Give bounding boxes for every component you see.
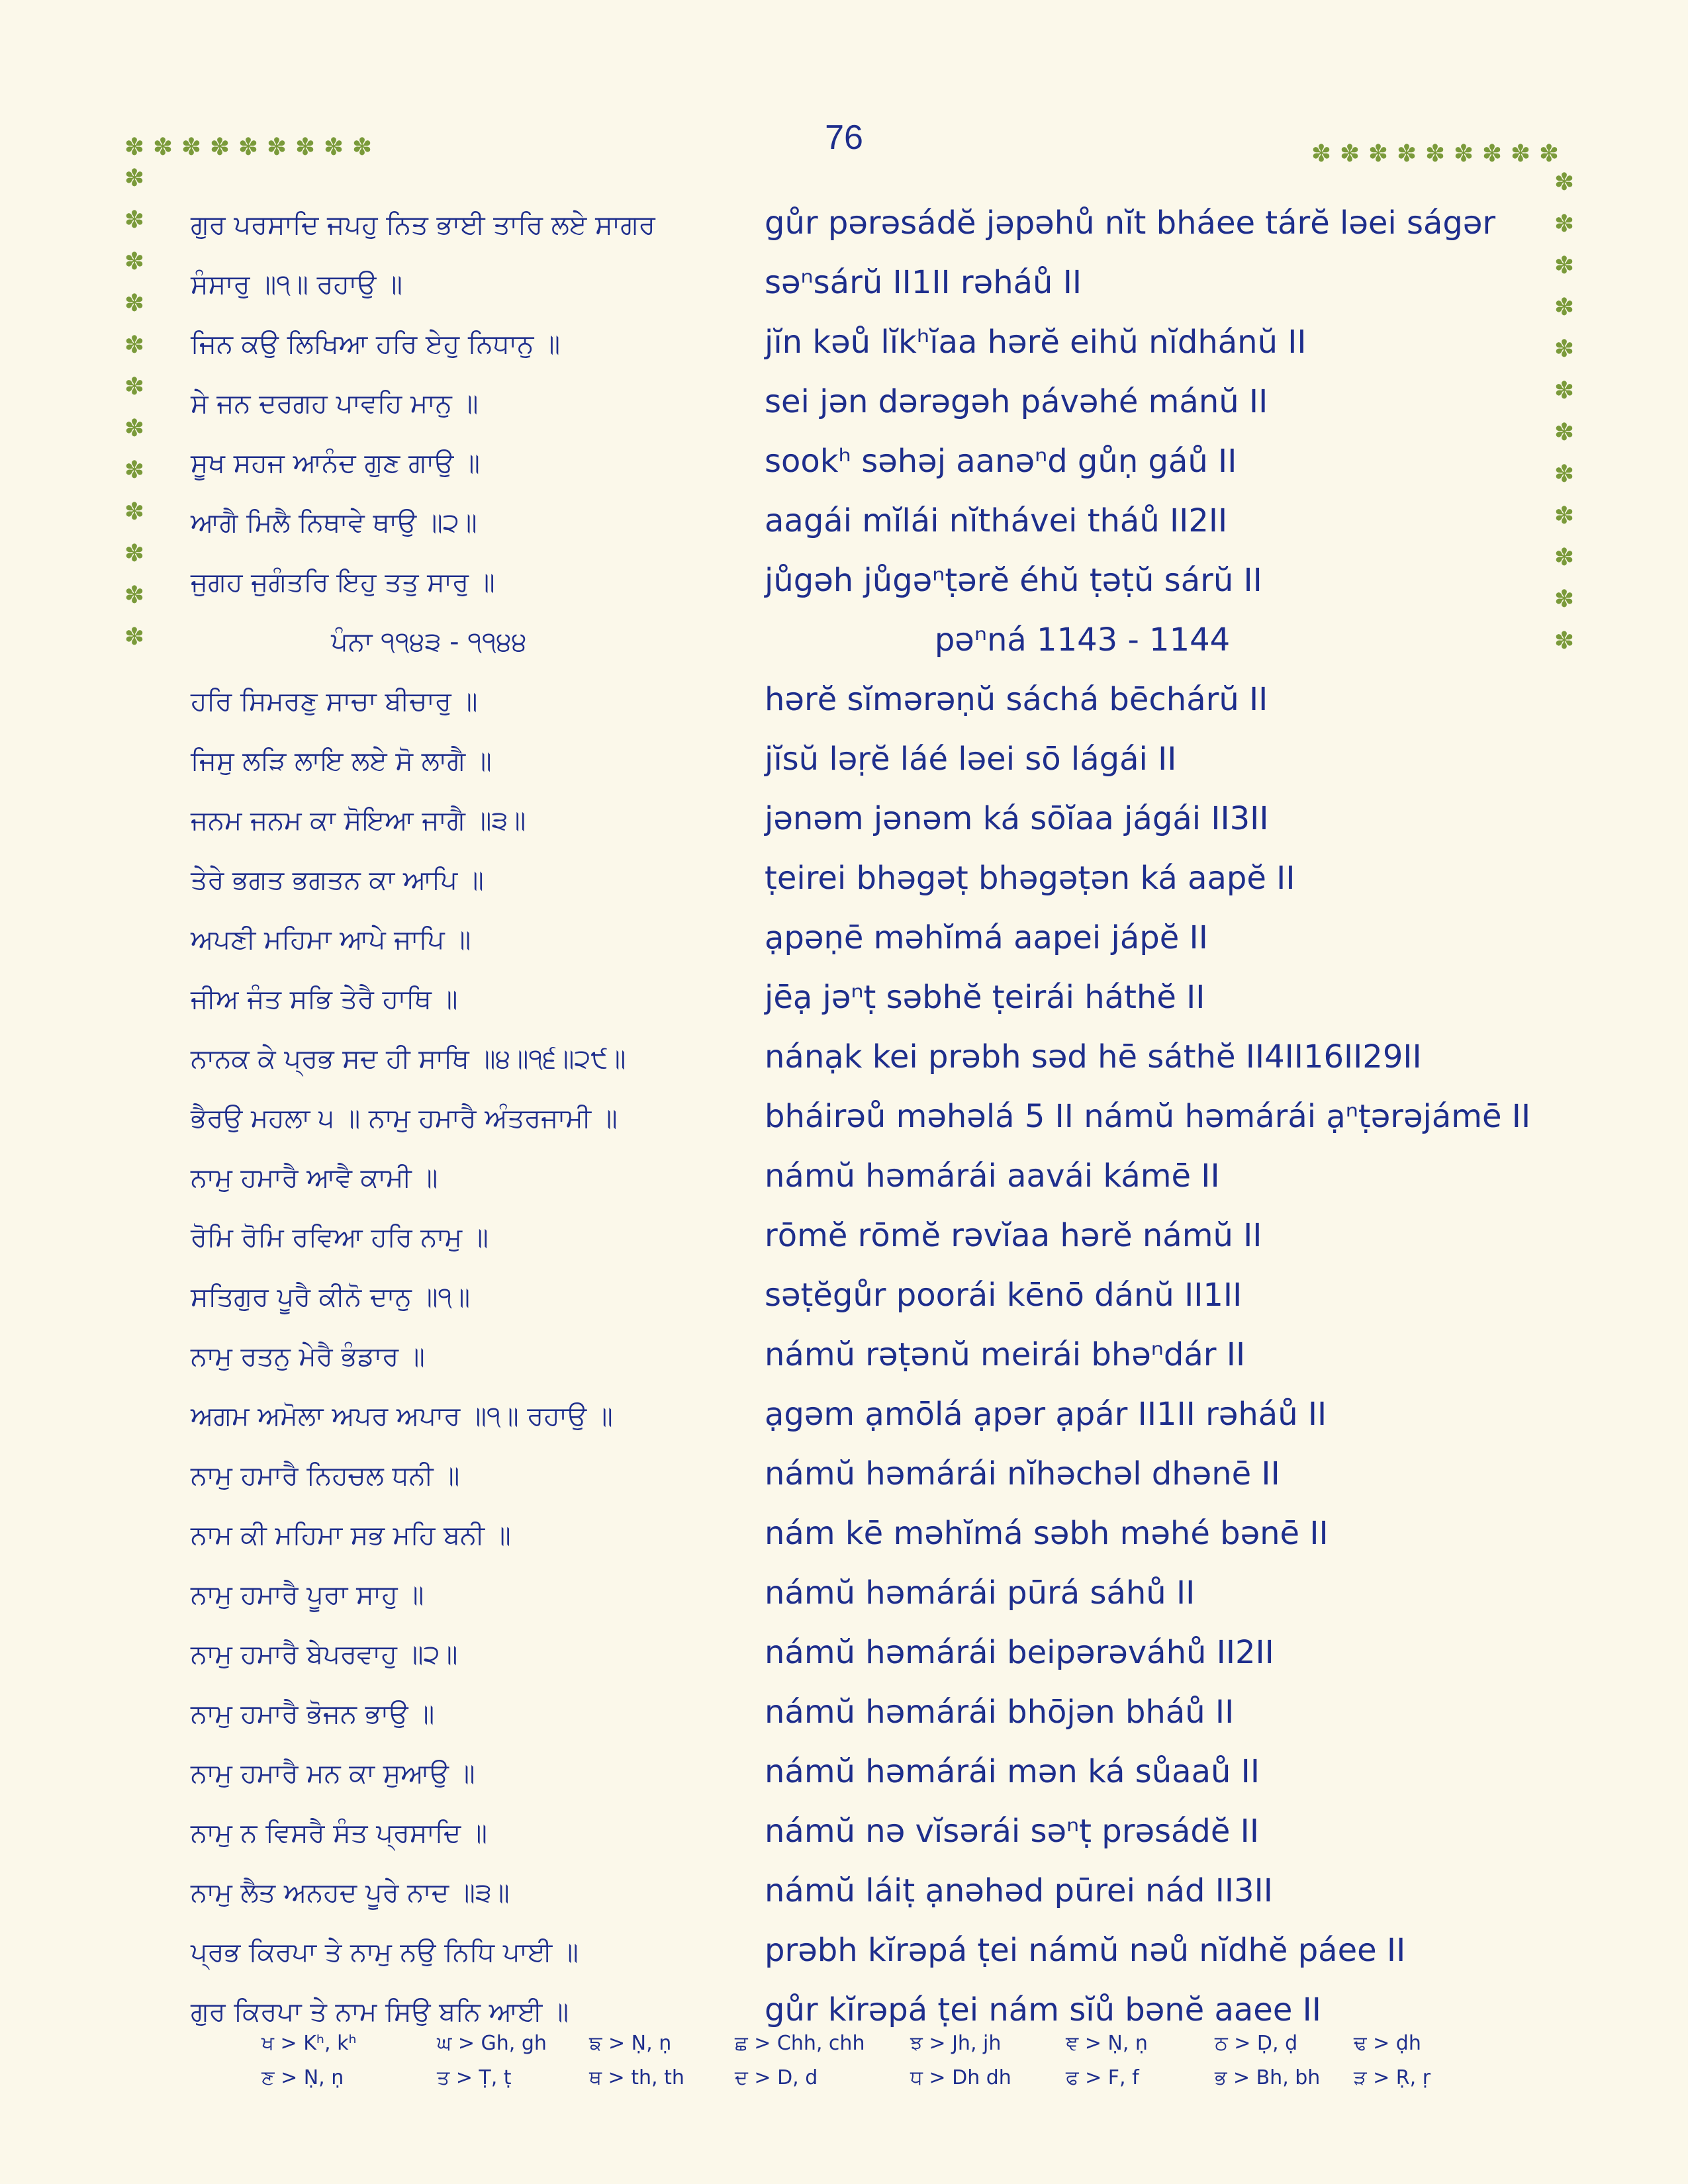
transliteration-line: aagái mĭlái nĭthávei tháů II2II [765,502,1228,539]
flower-ornament-icon: ✽ [1554,502,1575,529]
transliteration-line: námŭ láiṭ ạnəhəd pūrei nád II3II [765,1872,1273,1909]
legend-entry: ਛ > Chh, chh [735,2032,865,2055]
verse-row [0,619,1688,678]
verse-row [0,1274,1688,1334]
flower-ornament-icon: ✽ [124,582,145,609]
flower-ornament-icon: ✽ [1425,140,1446,167]
transliteration-line: námŭ həmárái bhōjən bháů II [765,1694,1235,1731]
flower-ornament-icon: ✽ [1368,140,1389,167]
verse-row [0,678,1688,738]
gurmukhi-line: ਨਾਮੁ ਰਤਨੁ ਮੇਰੈ ਭੰਡਾਰ ॥ [191,1342,425,1372]
gurmukhi-line: ਪ੍ਰਭ ਕਿਰਪਾ ਤੇ ਨਾਮੁ ਨਉ ਨਿਧਿ ਪਾਈ ॥ [191,1937,579,1968]
gurmukhi-line: ਨਾਮੁ ਹਮਾਰੈ ਬੇਪਰਵਾਹੁ ॥੨॥ [191,1639,458,1670]
flower-ornament-icon: ✽ [323,134,344,161]
flower-ornament-icon: ✽ [266,134,287,161]
flower-ornament-icon: ✽ [181,134,202,161]
transliteration-line: prəbh kĭrəpá ṭei námŭ nəů nĭdhĕ páee II [765,1932,1406,1969]
gurmukhi-line: ਨਾਮੁ ਲੈਤ ਅਨਹਦ ਪੂਰੇ ਨਾਦ ॥੩॥ [191,1878,510,1908]
flower-ornament-icon: ✽ [1554,252,1575,279]
verse-row [0,321,1688,381]
flower-ornament-icon: ✽ [1554,544,1575,571]
gurmukhi-line: ਤੇਰੇ ਭਗਤ ਭਗਤਨ ਕਾ ਆਪਿ ॥ [191,865,484,895]
gurmukhi-line: ਸੰਸਾਰੁ ॥੧॥ ਰਹਾਉ ॥ [191,269,402,300]
legend-entry: ਖ > Kʰ, kʰ [261,2032,357,2055]
legend-entry: ਣ > Ṇ, ṇ [261,2066,344,2089]
verse-row [0,1334,1688,1393]
verse-row [0,1631,1688,1691]
transliteration-line: jēạ jəⁿṭ səbhĕ ṭeirái háthĕ II [765,979,1205,1016]
transliteration-line: námŭ həmárái pūrá sáhů II [765,1574,1196,1612]
gurmukhi-line: ਜੀਅ ਜੰਤ ਸਭਿ ਤੇਰੈ ਹਾਥਿ ॥ [191,984,458,1015]
flower-ornament-icon: ✽ [152,134,173,161]
gurmukhi-line: ਨਾਮੁ ਹਮਾਰੈ ਮਨ ਕਾ ਸੁਆਉ ॥ [191,1758,475,1789]
flower-ornament-icon: ✽ [1554,419,1575,446]
verse-row [0,976,1688,1036]
verse-row [0,1214,1688,1274]
legend-entry: ਙ > Ṇ, ṇ [589,2032,672,2055]
gurmukhi-line: ਨਾਮੁ ਹਮਾਰੈ ਪੂਰਾ ਸਾਹੁ ॥ [191,1580,424,1610]
flower-ornament-icon: ✽ [124,290,145,317]
flower-ornament-icon: ✽ [1554,169,1575,196]
legend-entry: ਢ > ḍh [1354,2032,1421,2055]
verse-row [0,377,1688,440]
verse-row [0,1095,1688,1155]
verse-row [0,917,1688,976]
transliteration-line: námŭ həmárái mən ká sůaaů II [765,1753,1260,1790]
flower-ornament-icon: ✽ [124,415,145,442]
transliteration-line: námŭ rəṭənŭ meirái bhəⁿdár II [765,1336,1246,1373]
transliteration-line: námŭ həmárái beipərəváhů II2II [765,1634,1274,1671]
transliteration-line: nánạk kei prəbh səd hē sáthĕ II4II16II29II [765,1038,1422,1075]
flower-ornament-icon: ✽ [209,134,230,161]
gurmukhi-line: ਆਗੈ ਮਿਲੈ ਨਿਥਾਵੇ ਥਾਉ ॥੨॥ [191,508,477,538]
verse-row [0,1453,1688,1512]
gurmukhi-line: ਜਨਮ ਜਨਮ ਕਾ ਸੋਇਆ ਜਾਗੈ ॥੩॥ [191,805,526,836]
verse-row [0,1810,1688,1870]
transliteration-line: námŭ nə vĭsərái səⁿṭ prəsádĕ II [765,1813,1259,1850]
verse-row [0,1691,1688,1751]
verse-row [0,1929,1688,1989]
flower-ornament-icon: ✽ [124,623,145,651]
page-number: 76 [825,118,863,157]
gurmukhi-line: ਸਤਿਗੁਰ ਪੂਰੈ ਕੀਨੋ ਦਾਨੁ ॥੧॥ [191,1282,471,1312]
verse-row [0,1155,1688,1214]
legend-entry: ੜ > Ṛ, ṛ [1354,2066,1431,2089]
transliteration-line: hərĕ sĭmərəṇŭ sáchá bēchárŭ II [765,681,1268,718]
flower-ornament-icon: ✽ [1453,140,1474,167]
gurmukhi-line: ਗੁਰ ਕਿਰਪਾ ਤੇ ਨਾਮ ਸਿਉ ਬਨਿ ਆਈ ॥ [191,1997,569,2027]
gurmukhi-line: ਨਾਮ ਕੀ ਮਹਿਮਾ ਸਭ ਮਹਿ ਬਨੀ ॥ [191,1520,511,1551]
flower-ornament-icon: ✽ [1538,140,1560,167]
gurmukhi-line: ਅਪਣੀ ਮਹਿਮਾ ਆਪੇ ਜਾਪਿ ॥ [191,925,471,955]
legend-entry: ਤ > Ṭ, ṭ [437,2066,512,2089]
gurmukhi-line: ਜਿਸੁ ਲੜਿ ਲਾਇ ਲਏ ਸੋ ਲਾਗੈ ॥ [191,746,492,776]
verse-row [0,559,1688,619]
transliteration-line: sookʰ səhəj aanəⁿd gůṇ gáů II [765,443,1237,480]
flower-ornament-icon: ✽ [1554,336,1575,363]
gurmukhi-line: ਗੁਰ ਪਰਸਾਦਿ ਜਪਹੁ ਨਿਤ ਭਾਈ ਤਾਰਿ ਲਏ ਸਾਗਰ [191,210,655,240]
page-range-gurmukhi: ਪੰਨਾ ੧੧੪੩ - ੧੧੪੪ [331,627,527,657]
verse-row [0,1751,1688,1810]
verse-row [0,738,1688,797]
flower-ornament-icon: ✽ [124,457,145,484]
flower-ornament-icon: ✽ [1311,140,1332,167]
legend-entry: ਧ > Dh dh [910,2066,1011,2089]
flower-ornament-icon: ✽ [124,165,145,192]
transliteration-line: sei jən dərəgəh pávəhé mánŭ II [765,383,1268,420]
transliteration-line: jůgəh jůgəⁿṭərĕ éhŭ ṭəṭŭ sárŭ II [765,562,1262,599]
legend-entry: ਞ > Ṇ, ṇ [1066,2032,1148,2055]
legend-entry: ਠ > Ḍ, ḍ [1215,2032,1298,2055]
transliteration-line: ṭeirei bhəgəṭ bhəgəṭən ká aapĕ II [765,860,1295,897]
gurmukhi-line: ਨਾਮੁ ਹਮਾਰੈ ਆਵੈ ਕਾਮੀ ॥ [191,1163,438,1193]
verse-row [0,797,1688,857]
flower-ornament-icon: ✽ [124,248,145,275]
transliteration-line: námŭ həmárái nĭhəchəl dhənē II [765,1455,1280,1492]
verse-row [0,1572,1688,1631]
flower-ornament-icon: ✽ [1339,140,1360,167]
legend-entry: ਥ > th, th [589,2066,684,2089]
gurmukhi-line: ਨਾਮੁ ਹਮਾਰੈ ਭੋਜਨ ਭਾਉ ॥ [191,1699,435,1729]
gurmukhi-line: ਨਾਮੁ ਹਮਾਰੈ ਨਿਹਚਲ ਧਨੀ ॥ [191,1461,460,1491]
gurmukhi-line: ਨਾਨਕ ਕੇ ਪ੍ਰਭ ਸਦ ਹੀ ਸਾਥਿ ॥੪॥੧੬॥੨੯॥ [191,1044,626,1074]
transliteration-line: gůr pərəsádĕ jəpəhů nĭt bháee tárĕ ləei ságər [765,205,1496,242]
transliteration-line: ạpəṇē məhĭmá aapei jápĕ II [765,919,1208,956]
flower-ornament-icon: ✽ [352,134,373,161]
verse-row [0,1870,1688,1929]
transliteration-line: bháirəů məhəlá 5 II námŭ həmárái ạⁿṭərəjámē II [765,1098,1531,1135]
flower-ornament-icon: ✽ [1396,140,1417,167]
verse-row [0,1512,1688,1572]
flower-ornament-icon: ✽ [1554,627,1575,655]
legend-entry: ਭ > Bh, bh [1215,2066,1321,2089]
verse-row [0,202,1688,261]
gurmukhi-line: ਰੋਮਿ ਰੋਮਿ ਰਵਿਆ ਹਰਿ ਨਾਮੁ ॥ [191,1222,489,1253]
flower-ornament-icon: ✽ [1554,377,1575,404]
legend-entry: ਦ > D, d [735,2066,818,2089]
gurmukhi-line: ਹਰਿ ਸਿਮਰਣੁ ਸਾਚਾ ਬੀਚਾਰੁ ॥ [191,686,478,717]
flower-ornament-icon: ✽ [124,332,145,359]
gurmukhi-line: ਜੁਗਹ ਜੁਗੰਤਰਿ ਇਹੁ ਤਤੁ ਸਾਰੁ ॥ [191,567,495,598]
transliteration-line: ạgəm ạmōlá ạpər ạpár II1II rəháů II [765,1396,1327,1433]
verse-row [0,1036,1688,1095]
flower-ornament-icon: ✽ [124,373,145,400]
verse-row [0,500,1688,559]
legend-entry: ਫ > F, f [1066,2066,1139,2089]
transliteration-line: səⁿsárŭ II1II rəháů II [765,264,1082,301]
legend-entry: ਝ > Jh, jh [910,2032,1002,2055]
flower-ornament-icon: ✽ [124,540,145,567]
transliteration-line: rōmĕ rōmĕ rəvĭaa hərĕ námŭ II [765,1217,1262,1254]
flower-ornament-icon: ✽ [1554,461,1575,488]
flower-ornament-icon: ✽ [1554,294,1575,321]
transliteration-line: nám kē məhĭmá səbh məhé bənē II [765,1515,1329,1552]
verse-row [0,857,1688,917]
transliteration-line: jĭn kəů lĭkʰĭaa hərĕ eihŭ nĭdhánŭ II [765,324,1307,361]
transliteration-line: səṭĕgůr poorái kēnō dánŭ II1II [765,1277,1243,1314]
flower-ornament-icon: ✽ [295,134,316,161]
transliteration-line: gůr kĭrəpá ṭei nám sĭů bənĕ aaee II [765,1991,1321,2028]
gurmukhi-line: ਭੈਰਉ ਮਹਲਾ ੫ ॥ ਨਾਮੁ ਹਮਾਰੈ ਅੰਤਰਜਾਮੀ ॥ [191,1103,618,1134]
transliteration-line: jənəm jənəm ká sōĭaa jágái II3II [765,800,1269,837]
flower-ornament-icon: ✽ [1481,140,1503,167]
flower-ornament-icon: ✽ [124,134,145,161]
legend-entry: ਘ > Gh, gh [437,2032,547,2055]
gurmukhi-line: ਸੇ ਜਨ ਦਰਗਹ ਪਾਵਹਿ ਮਾਨੁ ॥ [191,388,479,419]
gurmukhi-line: ਜਿਨ ਕਉ ਲਿਖਿਆ ਹਰਿ ਏਹੁ ਨਿਧਾਨੁ ॥ [191,329,561,359]
transliteration-line: jĭsŭ ləṛĕ láé ləei sō lágái II [765,741,1177,778]
flower-ornament-icon: ✽ [1510,140,1531,167]
verse-row [0,440,1688,500]
gurmukhi-line: ਸੂਖ ਸਹਜ ਆਨੰਦ ਗੁਣ ਗਾਉ ॥ [191,448,480,478]
flower-ornament-icon: ✽ [124,498,145,525]
flower-ornament-icon: ✽ [124,206,145,234]
verse-row [0,261,1688,321]
verse-row [0,1393,1688,1453]
flower-ornament-icon: ✽ [238,134,259,161]
page-range-transliteration: pəⁿná 1143 - 1144 [934,621,1231,659]
flower-ornament-icon: ✽ [1554,210,1575,238]
gurmukhi-line: ਅਗਮ ਅਮੋਲਾ ਅਪਰ ਅਪਾਰ ॥੧॥ ਰਹਾਉ ॥ [191,1401,613,1432]
transliteration-line: námŭ həmárái aavái kámē II [765,1158,1220,1195]
flower-ornament-icon: ✽ [1554,586,1575,613]
gurmukhi-line: ਨਾਮੁ ਨ ਵਿਸਰੈ ਸੰਤ ਪ੍ਰਸਾਦਿ ॥ [191,1818,487,1848]
